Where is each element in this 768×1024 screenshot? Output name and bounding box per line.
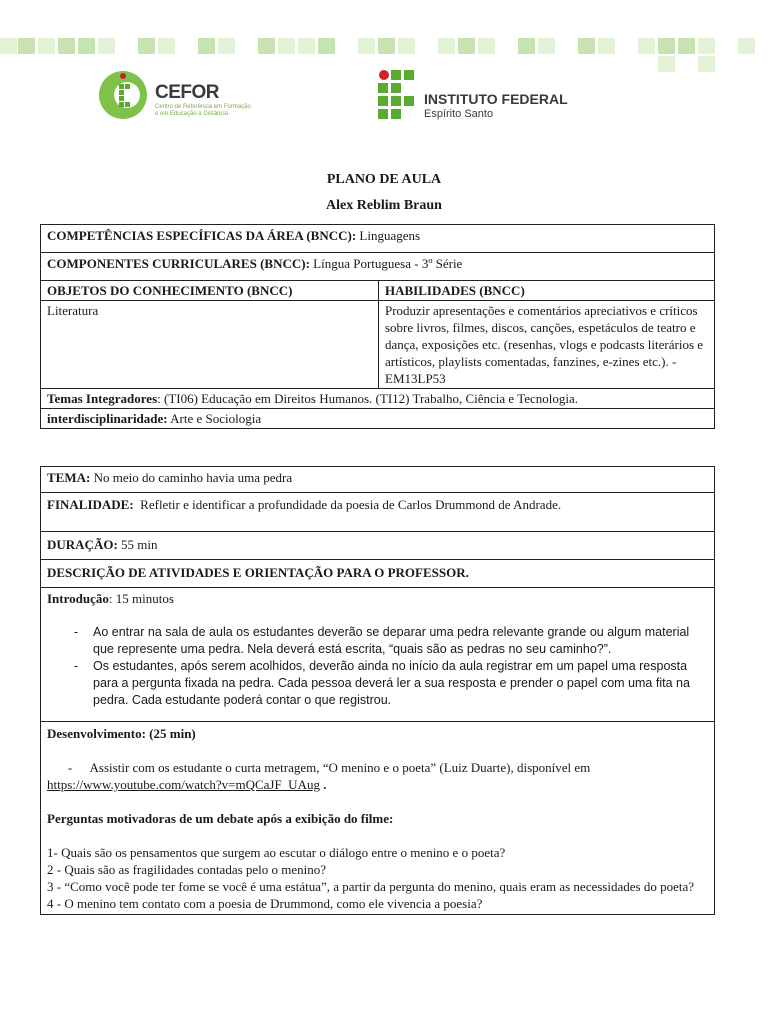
bullet-dash: - <box>67 760 73 775</box>
ifes-emblem-icon <box>378 70 420 122</box>
ifes-logo <box>378 70 598 122</box>
interdisciplinaridade-row <box>41 409 715 429</box>
bullet-dash: - <box>73 659 79 673</box>
tema-row <box>41 467 715 493</box>
interdisciplinaridade-label: interdisciplinaridade: <box>47 411 168 426</box>
pergunta-item: 2 - Quais são as fragilidades contadas pelo o menino? <box>47 862 327 877</box>
introducao-item <box>47 658 708 709</box>
cefor-emblem-icon <box>97 70 153 122</box>
desenvolvimento-item-text: Assistir com os estudante o curta metragem, “O menino e o poeta” (Luiz Duarte), disponível em <box>89 760 591 775</box>
introducao-label: Introdução <box>47 591 109 606</box>
page-title: PLANO DE AULA <box>326 172 442 187</box>
ifes-title: INSTITUTO FEDERAL <box>424 91 568 107</box>
duracao-row <box>41 532 715 560</box>
introducao-row <box>41 588 715 722</box>
objetos-header: OBJETOS DO CONHECIMENTO (BNCC) <box>41 281 379 301</box>
finalidade-row <box>41 493 715 532</box>
cefor-title: CEFOR <box>155 82 219 103</box>
bncc-table <box>40 224 715 429</box>
descricao-row <box>41 560 715 588</box>
desenvolvimento-row <box>41 722 715 915</box>
descricao-label: DESCRIÇÃO DE ATIVIDADES E ORIENTAÇÃO PARA O PROFESSOR. <box>41 560 715 588</box>
pergunta-item: 4 - O menino tem contato com a poesia de Drummond, como ele vivencia a poesia? <box>47 896 483 911</box>
lesson-plan-table <box>40 466 715 915</box>
temas-row <box>41 389 715 409</box>
pergunta-item: 1- Quais são os pensamentos que surgem ao escutar o diálogo entre o menino e o poeta? <box>47 845 506 860</box>
habilidades-header: HABILIDADES (BNCC) <box>379 281 715 301</box>
duracao-label: DURAÇÃO: <box>47 537 118 552</box>
competencias-row <box>41 225 715 253</box>
objetos-habilidades-header-row <box>41 281 715 301</box>
duracao-value: 55 min <box>121 537 158 552</box>
tema-value: No meio do caminho havia uma pedra <box>93 470 293 485</box>
decorative-squares-strip <box>0 34 768 74</box>
pergunta-item: 3 - “Como você pode ter fome se você é uma estátua”, a partir da pergunta do menino, quais eram as necessidades do poeta? <box>47 879 694 894</box>
componentes-label: COMPONENTES CURRICULARES (BNCC): <box>47 256 310 271</box>
cefor-subtitle: Centro de Referência em Formação e em Educação a Distância <box>155 104 251 117</box>
ifes-subtitle: Espírito Santo <box>424 108 494 120</box>
bullet-dash: - <box>73 625 79 639</box>
desenvolvimento-label: Desenvolvimento: (25 min) <box>47 726 196 741</box>
interdisciplinaridade-value: Arte e Sociologia <box>170 411 262 426</box>
author-name: Alex Reblim Braun <box>326 198 442 213</box>
cefor-logo <box>97 70 257 122</box>
habilidades-value: Produzir apresentações e comentários apreciativos e críticos sobre livros, filmes, discos, canções, espetáculos de teatro e dança, exposições etc. (resenhas, vlogs e podcasts literários e artísticos, playlists comentadas, fanzines, e-zines etc.). - EM13LP53 <box>379 301 715 389</box>
temas-value: : (TI06) Educação em Direitos Humanos. (TI12) Trabalho, Ciência e Tecnologia. <box>157 391 579 406</box>
competencias-label: COMPETÊNCIAS ESPECÍFICAS DA ÁREA (BNCC): <box>47 228 357 243</box>
introducao-value: : 15 minutos <box>108 591 174 606</box>
competencias-value: Linguagens <box>359 228 421 243</box>
componentes-value: Língua Portuguesa - 3º Série <box>313 256 463 271</box>
temas-label: Temas Integradores <box>47 391 158 406</box>
introducao-item-text: Ao entrar na sala de aula os estudantes deverão se deparar uma pedra relevante grande ou algum material que represente uma pedra. Nela deverá está escrita, “quais são as pedras no seu caminho?”. <box>93 625 690 656</box>
componentes-row <box>41 253 715 281</box>
video-link[interactable]: https://www.youtube.com/watch?v=mQCaJF_UAug <box>47 777 320 792</box>
tema-label: TEMA: <box>47 470 91 485</box>
perguntas-label: Perguntas motivadoras de um debate após a exibição do filme: <box>47 811 394 826</box>
finalidade-value: Refletir e identificar a profundidade da poesia de Carlos Drummond de Andrade. <box>140 497 562 512</box>
link-end: . <box>319 777 327 792</box>
introducao-item <box>47 624 708 658</box>
objetos-habilidades-row <box>41 301 715 389</box>
desenvolvimento-item <box>47 759 708 793</box>
introducao-item-text: Os estudantes, após serem acolhidos, deverão ainda no início da aula registrar em um papel uma resposta para a pergunta fixada na pedra. Cada pessoa deverá ler a sua resposta e prender o papel com uma fita na pedra. Cada estudante poderá contar o que registrou. <box>93 659 690 707</box>
objetos-value: Literatura <box>41 301 379 389</box>
finalidade-label: FINALIDADE: <box>47 497 134 512</box>
